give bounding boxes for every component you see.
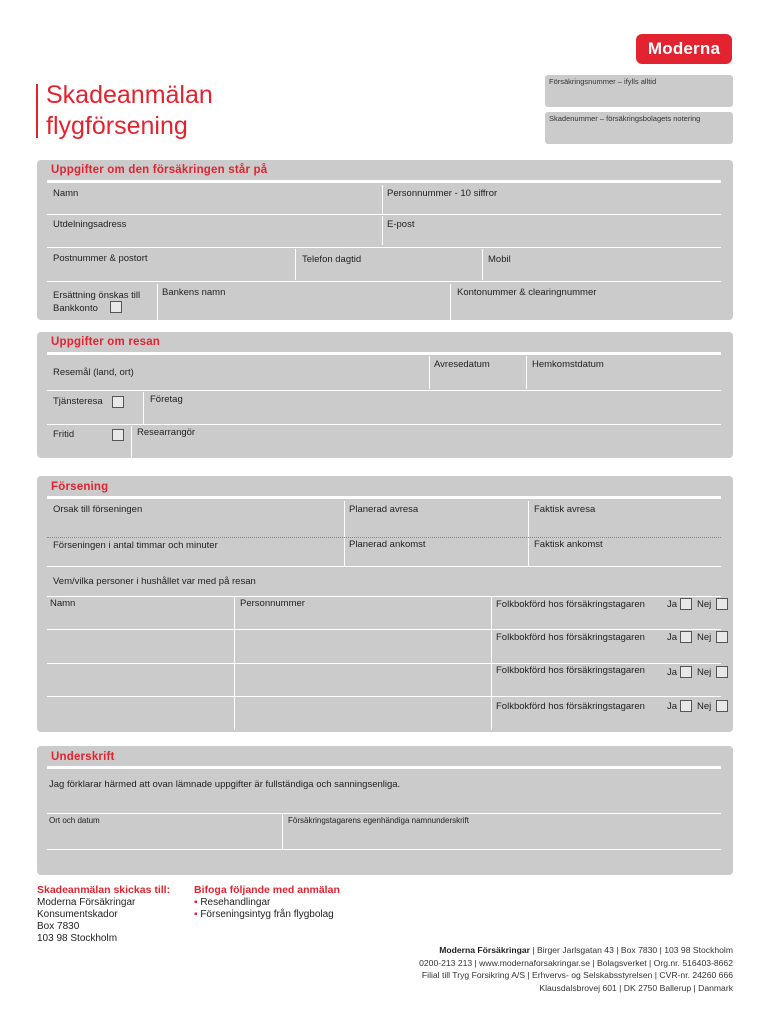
registered-label: Folkbokförd hos försäkringstagaren <box>496 665 645 676</box>
company-info <box>419 944 733 994</box>
address-line: Konsumentskador <box>37 909 118 920</box>
no-checkbox[interactable] <box>716 666 728 678</box>
section-divider <box>47 496 721 499</box>
row-divider <box>47 849 721 850</box>
company-line <box>419 944 733 957</box>
yes-checkbox[interactable] <box>680 666 692 678</box>
field-separator <box>282 814 283 849</box>
business-trip-label: Tjänsteresa <box>53 396 103 407</box>
col-name-header: Namn <box>50 598 76 609</box>
company-address: | Birger Jarlsgatan 43 | Box 7830 | 103 98 Stockholm <box>529 945 733 955</box>
section-divider <box>47 766 721 769</box>
address-line: Moderna Försäkringar <box>37 897 136 908</box>
signature-label: Försäkringstagarens egenhändiga namnunderskrift <box>288 816 469 825</box>
bank-account-checkbox[interactable] <box>110 301 122 313</box>
signature-section <box>37 746 733 875</box>
delay-section-title: Försening <box>51 481 109 493</box>
policyholder-section <box>37 160 733 320</box>
no-label: Nej <box>697 632 712 643</box>
send-to-address <box>37 897 135 945</box>
no-label: Nej <box>697 599 712 610</box>
row-divider <box>47 424 721 425</box>
row-divider <box>47 596 721 597</box>
list-item-label: Resehandlingar <box>200 897 271 908</box>
policy-number-label: Försäkringsnummer – ifylls alltid <box>549 77 657 86</box>
row-divider <box>47 813 721 814</box>
yes-label: Ja <box>667 667 678 678</box>
list-item <box>194 909 334 921</box>
departure-date-label: Avresedatum <box>434 359 490 370</box>
mobile-label: Mobil <box>488 254 511 265</box>
row-divider <box>47 696 721 697</box>
row-divider <box>47 214 721 215</box>
no-checkbox[interactable] <box>716 598 728 610</box>
trip-section <box>37 332 733 458</box>
title-line-2: flygförsening <box>46 112 188 140</box>
declaration-text: Jag förklarar härmed att ovan lämnade uppgifter är fullständiga och sanningsenliga. <box>49 779 401 790</box>
send-to-title: Skadeanmälan skickas till: <box>37 884 171 896</box>
destination-label: Resemål (land, ort) <box>53 367 134 378</box>
yes-label: Ja <box>667 599 678 610</box>
company-name: Moderna Försäkringar <box>439 945 530 955</box>
section-divider <box>47 180 721 183</box>
yes-checkbox[interactable] <box>680 700 692 712</box>
no-label: Nej <box>697 667 712 678</box>
list-item <box>194 897 334 909</box>
bullet-icon: ▪ <box>194 897 201 908</box>
leisure-label: Fritid <box>53 429 75 440</box>
planned-arrival-label: Planerad ankomst <box>349 539 426 550</box>
place-date-label: Ort och datum <box>49 816 100 825</box>
field-separator <box>344 501 345 537</box>
field-separator <box>482 249 483 280</box>
planned-departure-label: Planerad avresa <box>349 504 419 515</box>
delay-duration-label: Förseningen i antal timmar och minuter <box>53 540 218 551</box>
no-label: Nej <box>697 701 712 712</box>
yes-checkbox[interactable] <box>680 598 692 610</box>
trip-section-title: Uppgifter om resan <box>51 336 161 348</box>
row-divider <box>47 281 721 282</box>
registered-label: Folkbokförd hos försäkringstagaren <box>496 701 645 712</box>
row-divider <box>47 537 721 538</box>
address-line: Box 7830 <box>37 921 80 932</box>
field-separator <box>382 216 383 245</box>
policy-number-field[interactable] <box>545 75 733 107</box>
col-personal-number-header: Personnummer <box>240 598 305 609</box>
claim-number-label: Skadenummer – försäkringsbolagets notering <box>549 114 701 123</box>
row-divider <box>47 247 721 248</box>
section-divider <box>47 352 721 355</box>
field-separator <box>526 356 527 389</box>
field-separator <box>143 392 144 424</box>
actual-arrival-label: Faktisk ankomst <box>534 539 603 550</box>
policyholder-section-title: Uppgifter om den försäkringen står på <box>51 164 268 176</box>
field-separator <box>157 284 158 320</box>
attach-list <box>194 897 334 921</box>
moderna-logo: Moderna <box>636 34 732 64</box>
list-item-label: Förseningsintyg från flygbolag <box>200 909 334 920</box>
title-line-1: Skadeanmälan <box>46 81 213 109</box>
field-separator <box>295 249 296 280</box>
bullet-icon: ▪ <box>194 909 201 920</box>
persons-question: Vem/vilka personer i hushållet var med på resan <box>53 576 256 587</box>
row-divider <box>47 390 721 391</box>
account-number-label: Kontonummer & clearingnummer <box>457 287 597 298</box>
actual-departure-label: Faktisk avresa <box>534 504 596 515</box>
company-line: 0200-213 213 | www.modernaforsakringar.se | Bolagsverket | Org.nr. 516403-8662 <box>419 957 733 968</box>
field-separator <box>131 426 132 458</box>
page-title <box>46 80 213 142</box>
delay-section <box>37 476 733 732</box>
field-separator <box>528 501 529 537</box>
email-label: E-post <box>387 219 415 230</box>
field-separator <box>450 284 451 320</box>
no-checkbox[interactable] <box>716 631 728 643</box>
yes-checkbox[interactable] <box>680 631 692 643</box>
yes-label: Ja <box>667 632 678 643</box>
row-divider <box>47 566 721 567</box>
organizer-label: Researrangör <box>137 427 196 438</box>
signature-section-title: Underskrift <box>51 751 115 763</box>
company-line: Klausdalsbrovej 601 | DK 2750 Ballerup | Danmark <box>539 982 733 993</box>
postcode-label: Postnummer & postort <box>53 253 148 264</box>
yes-label: Ja <box>667 701 678 712</box>
company-line: Filial till Tryg Forsikring A/S | Erhvervs- og Selskabsstyrelsen | CVR-nr. 24260 666 <box>421 970 733 981</box>
company-label: Företag <box>150 394 183 405</box>
field-separator <box>382 185 383 214</box>
reason-label: Orsak till förseningen <box>53 504 143 515</box>
registered-label: Folkbokförd hos försäkringstagaren <box>496 632 645 643</box>
phone-label: Telefon dagtid <box>302 254 362 265</box>
field-separator <box>344 538 345 566</box>
no-checkbox[interactable] <box>716 700 728 712</box>
row-divider <box>47 663 721 664</box>
registered-label: Folkbokförd hos försäkringstagaren <box>496 599 645 610</box>
field-separator <box>528 538 529 566</box>
address-label: Utdelningsadress <box>53 219 127 230</box>
bank-account-label: Bankkonto <box>53 303 98 314</box>
field-separator <box>429 356 430 389</box>
title-accent-bar <box>36 84 38 138</box>
row-divider <box>47 629 721 630</box>
claim-number-field[interactable] <box>545 112 733 144</box>
address-line: 103 98 Stockholm <box>37 933 118 944</box>
attach-title: Bifoga följande med anmälan <box>194 884 340 896</box>
business-trip-checkbox[interactable] <box>112 396 124 408</box>
personal-number-label: Personnummer - 10 siffror <box>387 188 498 199</box>
bank-name-label: Bankens namn <box>162 287 226 298</box>
name-label: Namn <box>53 188 79 199</box>
compensation-label: Ersättning önskas till <box>53 290 141 301</box>
return-date-label: Hemkomstdatum <box>532 359 604 370</box>
leisure-checkbox[interactable] <box>112 429 124 441</box>
